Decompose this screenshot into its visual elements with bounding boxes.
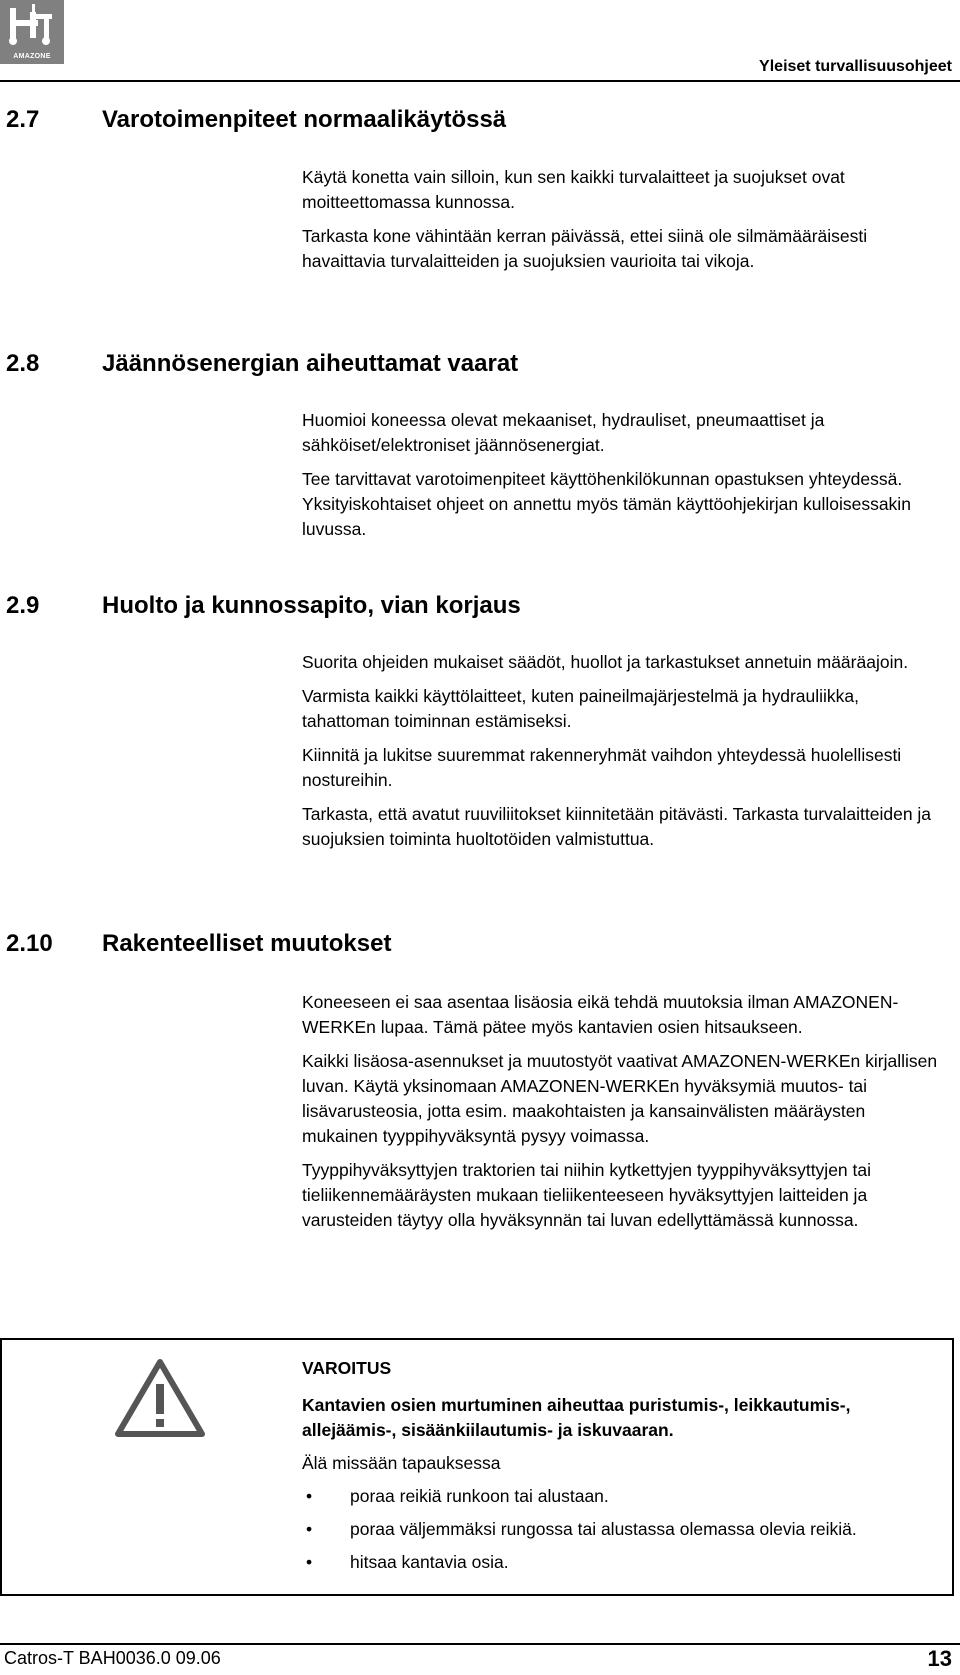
bullet-icon: •: [306, 1552, 313, 1572]
warning-intro: Älä missään tapauksessa: [302, 1453, 501, 1473]
paragraph: Tarkasta kone vähintään kerran päivässä, ettei siinä ole silmämääräisesti havaittavia turvalaitteiden ja suojuksien vaurioita tai vikoja.: [302, 226, 868, 271]
list-item: [302, 1484, 932, 1509]
section-number: 2.9: [6, 592, 40, 619]
logo-text: AMAZONE: [13, 53, 51, 60]
paragraph: Tee tarvittavat varotoimenpiteet käyttöhenkilökunnan opastuksen yhteydessä. Yksityiskohtaiset ohjeet on annettu myös tämän käyttöohjekirjan kulloisessakin luvussa.: [302, 469, 911, 539]
list-item: [302, 1550, 932, 1575]
section-number: 2.7: [6, 106, 40, 133]
paragraph: Tarkasta, että avatut ruuviliitokset kiinnitetään pitävästi. Tarkasta turvalaitteiden ja suojuksien toiminta huoltotöiden valmistuttua.: [302, 804, 932, 849]
list-item: [302, 1517, 932, 1542]
warning-hazard-text: Kantavien osien murtuminen aiheuttaa puristumis-, leikkautumis-, allejäämis-, sisäänkiilautumis- ja iskuvaaran.: [302, 1395, 851, 1440]
footer-document-id: Catros-T BAH0036.0 09.06: [4, 1648, 221, 1668]
section-title: Huolto ja kunnossapito, vian korjaus: [102, 592, 521, 619]
section-heading: [6, 350, 518, 378]
section-title: Rakenteelliset muutokset: [102, 930, 392, 957]
list-item-text: poraa väljemmäksi rungossa tai alustassa olemassa olevia reikiä.: [350, 1519, 857, 1539]
list-item-text: hitsaa kantavia osia.: [350, 1552, 509, 1572]
section-title: Jäännösenergian aiheuttamat vaarat: [102, 350, 519, 377]
section-heading: [6, 106, 506, 134]
section-heading: [6, 930, 391, 958]
bullet-icon: •: [306, 1486, 313, 1506]
paragraph: Suorita ohjeiden mukaiset säädöt, huollot ja tarkastukset annetuin määräajoin.: [302, 652, 909, 672]
section-heading: [6, 592, 521, 620]
section-body: [302, 165, 942, 283]
section-body: [302, 650, 942, 861]
paragraph: Huomioi koneessa olevat mekaaniset, hydrauliset, pneumaattiset ja sähköiset/elektroniset jäännösenergiat.: [302, 410, 825, 455]
paragraph: Kaikki lisäosa-asennukset ja muutostyöt vaativat AMAZONEN-WERKEn kirjallisen luvan. Käytä yksinomaan AMAZONEN-WERKEn hyväksymiä muutos- tai lisävarusteosia, jotta esim. maakohtaisten ja kansainvälisten määräysten mukainen tyyppihyväksyntä pysyy voimassa.: [302, 1051, 938, 1146]
amazone-logo: [0, 0, 64, 64]
paragraph: Tyyppihyväksyttyjen traktorien tai niihin kytkettyjen tyyppihyväksyttyjen tai tieliikennemääräysten mukaan tieliikenteeseen hyväksyttyjen laitteiden ja varusteiden täytyy olla hyväksynnän tai luvan edellyttämässä kunnossa.: [302, 1160, 871, 1230]
warning-triangle-icon: [112, 1356, 208, 1440]
section-title: Varotoimenpiteet normaalikäytössä: [102, 106, 507, 133]
footer-divider: [0, 1643, 960, 1645]
bullet-icon: •: [306, 1519, 313, 1539]
section-body: [302, 990, 942, 1242]
warning-title: VAROITUS: [302, 1358, 392, 1378]
warning-box: [0, 1338, 954, 1596]
paragraph: Käytä konetta vain silloin, kun sen kaikki turvalaitteet ja suojukset ovat moitteettomassa kunnossa.: [302, 167, 845, 212]
page-number: 13: [927, 1646, 952, 1671]
paragraph: Kiinnitä ja lukitse suuremmat rakenneryhmät vaihdon yhteydessä huolellisesti nostureihin.: [302, 745, 902, 790]
paragraph: Koneeseen ei saa asentaa lisäosia eikä tehdä muutoksia ilman AMAZONEN-WERKEn lupaa. Tämä pätee myös kantavien osien hitsaukseen.: [302, 992, 899, 1037]
header-divider: [0, 80, 960, 82]
tractor-logo-icon: [0, 0, 64, 52]
section-number: 2.10: [6, 930, 53, 957]
section-body: [302, 408, 942, 551]
page-header-title: Yleiset turvallisuusohjeet: [759, 58, 952, 75]
paragraph: Varmista kaikki käyttölaitteet, kuten paineilmajärjestelmä ja hydrauliikka, tahattoman toiminnan estämiseksi.: [302, 686, 860, 731]
warning-content: [302, 1356, 932, 1583]
section-number: 2.8: [6, 350, 40, 377]
list-item-text: poraa reikiä runkoon tai alustaan.: [350, 1486, 609, 1506]
